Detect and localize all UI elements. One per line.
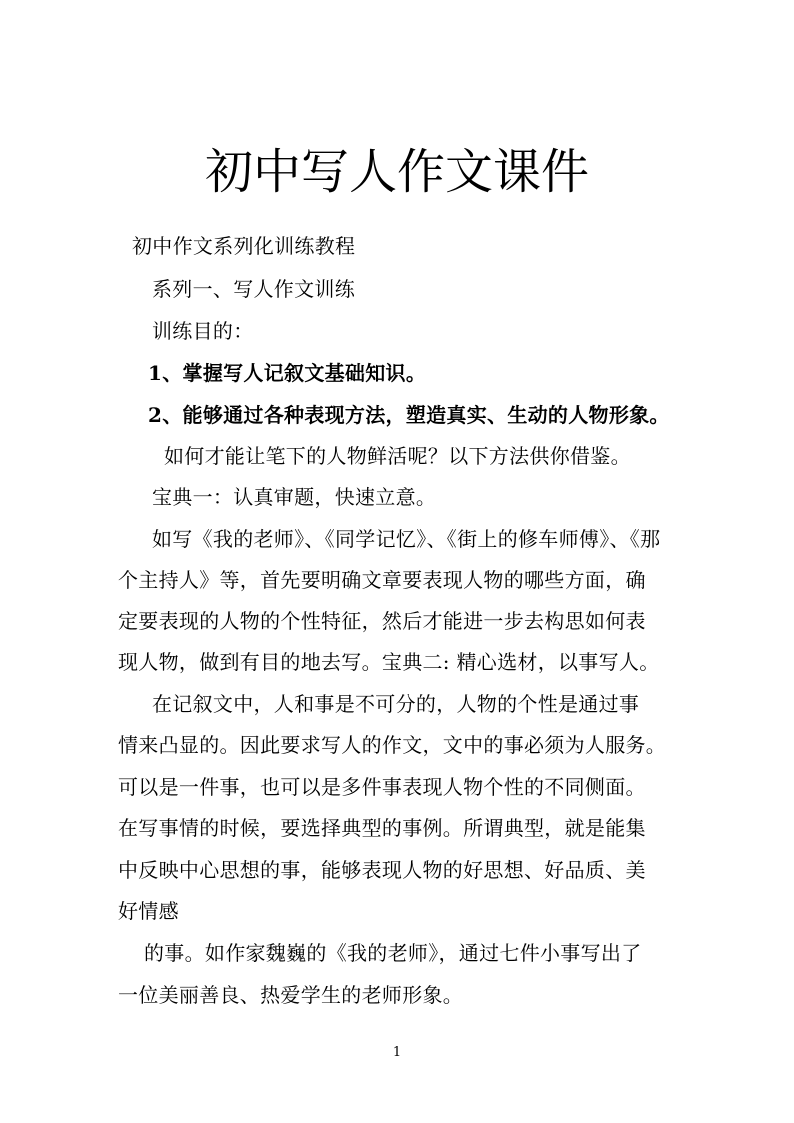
paragraph-line: 的事。如作家魏巍的《我的老师》，通过七件小事写出了: [144, 941, 642, 965]
intro-question: 如何才能让笔下的人物鲜活呢？以下方法供你借鉴。: [164, 444, 631, 468]
page-number: 1: [392, 1045, 402, 1060]
paragraph-line: 如写《我的老师》、《同学记忆》、《街上的修车师傅》、《那: [152, 527, 661, 551]
paragraph-line: 情来凸显的。因此要求写人的作文，文中的事必须为人服务。: [118, 733, 667, 757]
subtitle-line: 初中作文系列化训练教程: [132, 234, 356, 258]
tip-one-heading: 宝典一：认真审题，快速立意。: [152, 485, 437, 509]
paragraph-line: 在写事情的时候，要选择典型的事例。所谓典型，就是能集: [118, 816, 646, 840]
paragraph-line: 在记叙文中，人和事是不可分的，人物的个性是通过事: [152, 692, 640, 716]
goal-item-2: 2、能够通过各种表现方法，塑造真实、生动的人物形象。: [148, 403, 670, 427]
page-title: 初中写人作文课件: [204, 144, 589, 200]
paragraph-line: 一位美丽善良、热爱学生的老师形象。: [118, 983, 464, 1007]
paragraph-line: 中反映中心思想的事，能够表现人物的好思想、好品质、美: [118, 858, 646, 882]
series-heading: 系列一、写人作文训练: [152, 277, 355, 301]
paragraph-line: 个主持人》等，首先要明确文章要表现人物的哪些方面，确: [118, 568, 646, 592]
goal-heading: 训练目的：: [152, 319, 254, 343]
paragraph-line: 定要表现的人物的个性特征，然后才能进一步去构思如何表: [118, 609, 646, 633]
paragraph-line: 现人物，做到有目的地去写。宝典二: 精心选材，以事写人。: [118, 650, 660, 674]
paragraph-line: 可以是一件事，也可以是多件事表现人物个性的不同侧面。: [118, 775, 646, 799]
goal-item-1: 1、掌握写人记叙文基础知识。: [148, 361, 427, 385]
paragraph-line: 好情感: [118, 899, 179, 923]
